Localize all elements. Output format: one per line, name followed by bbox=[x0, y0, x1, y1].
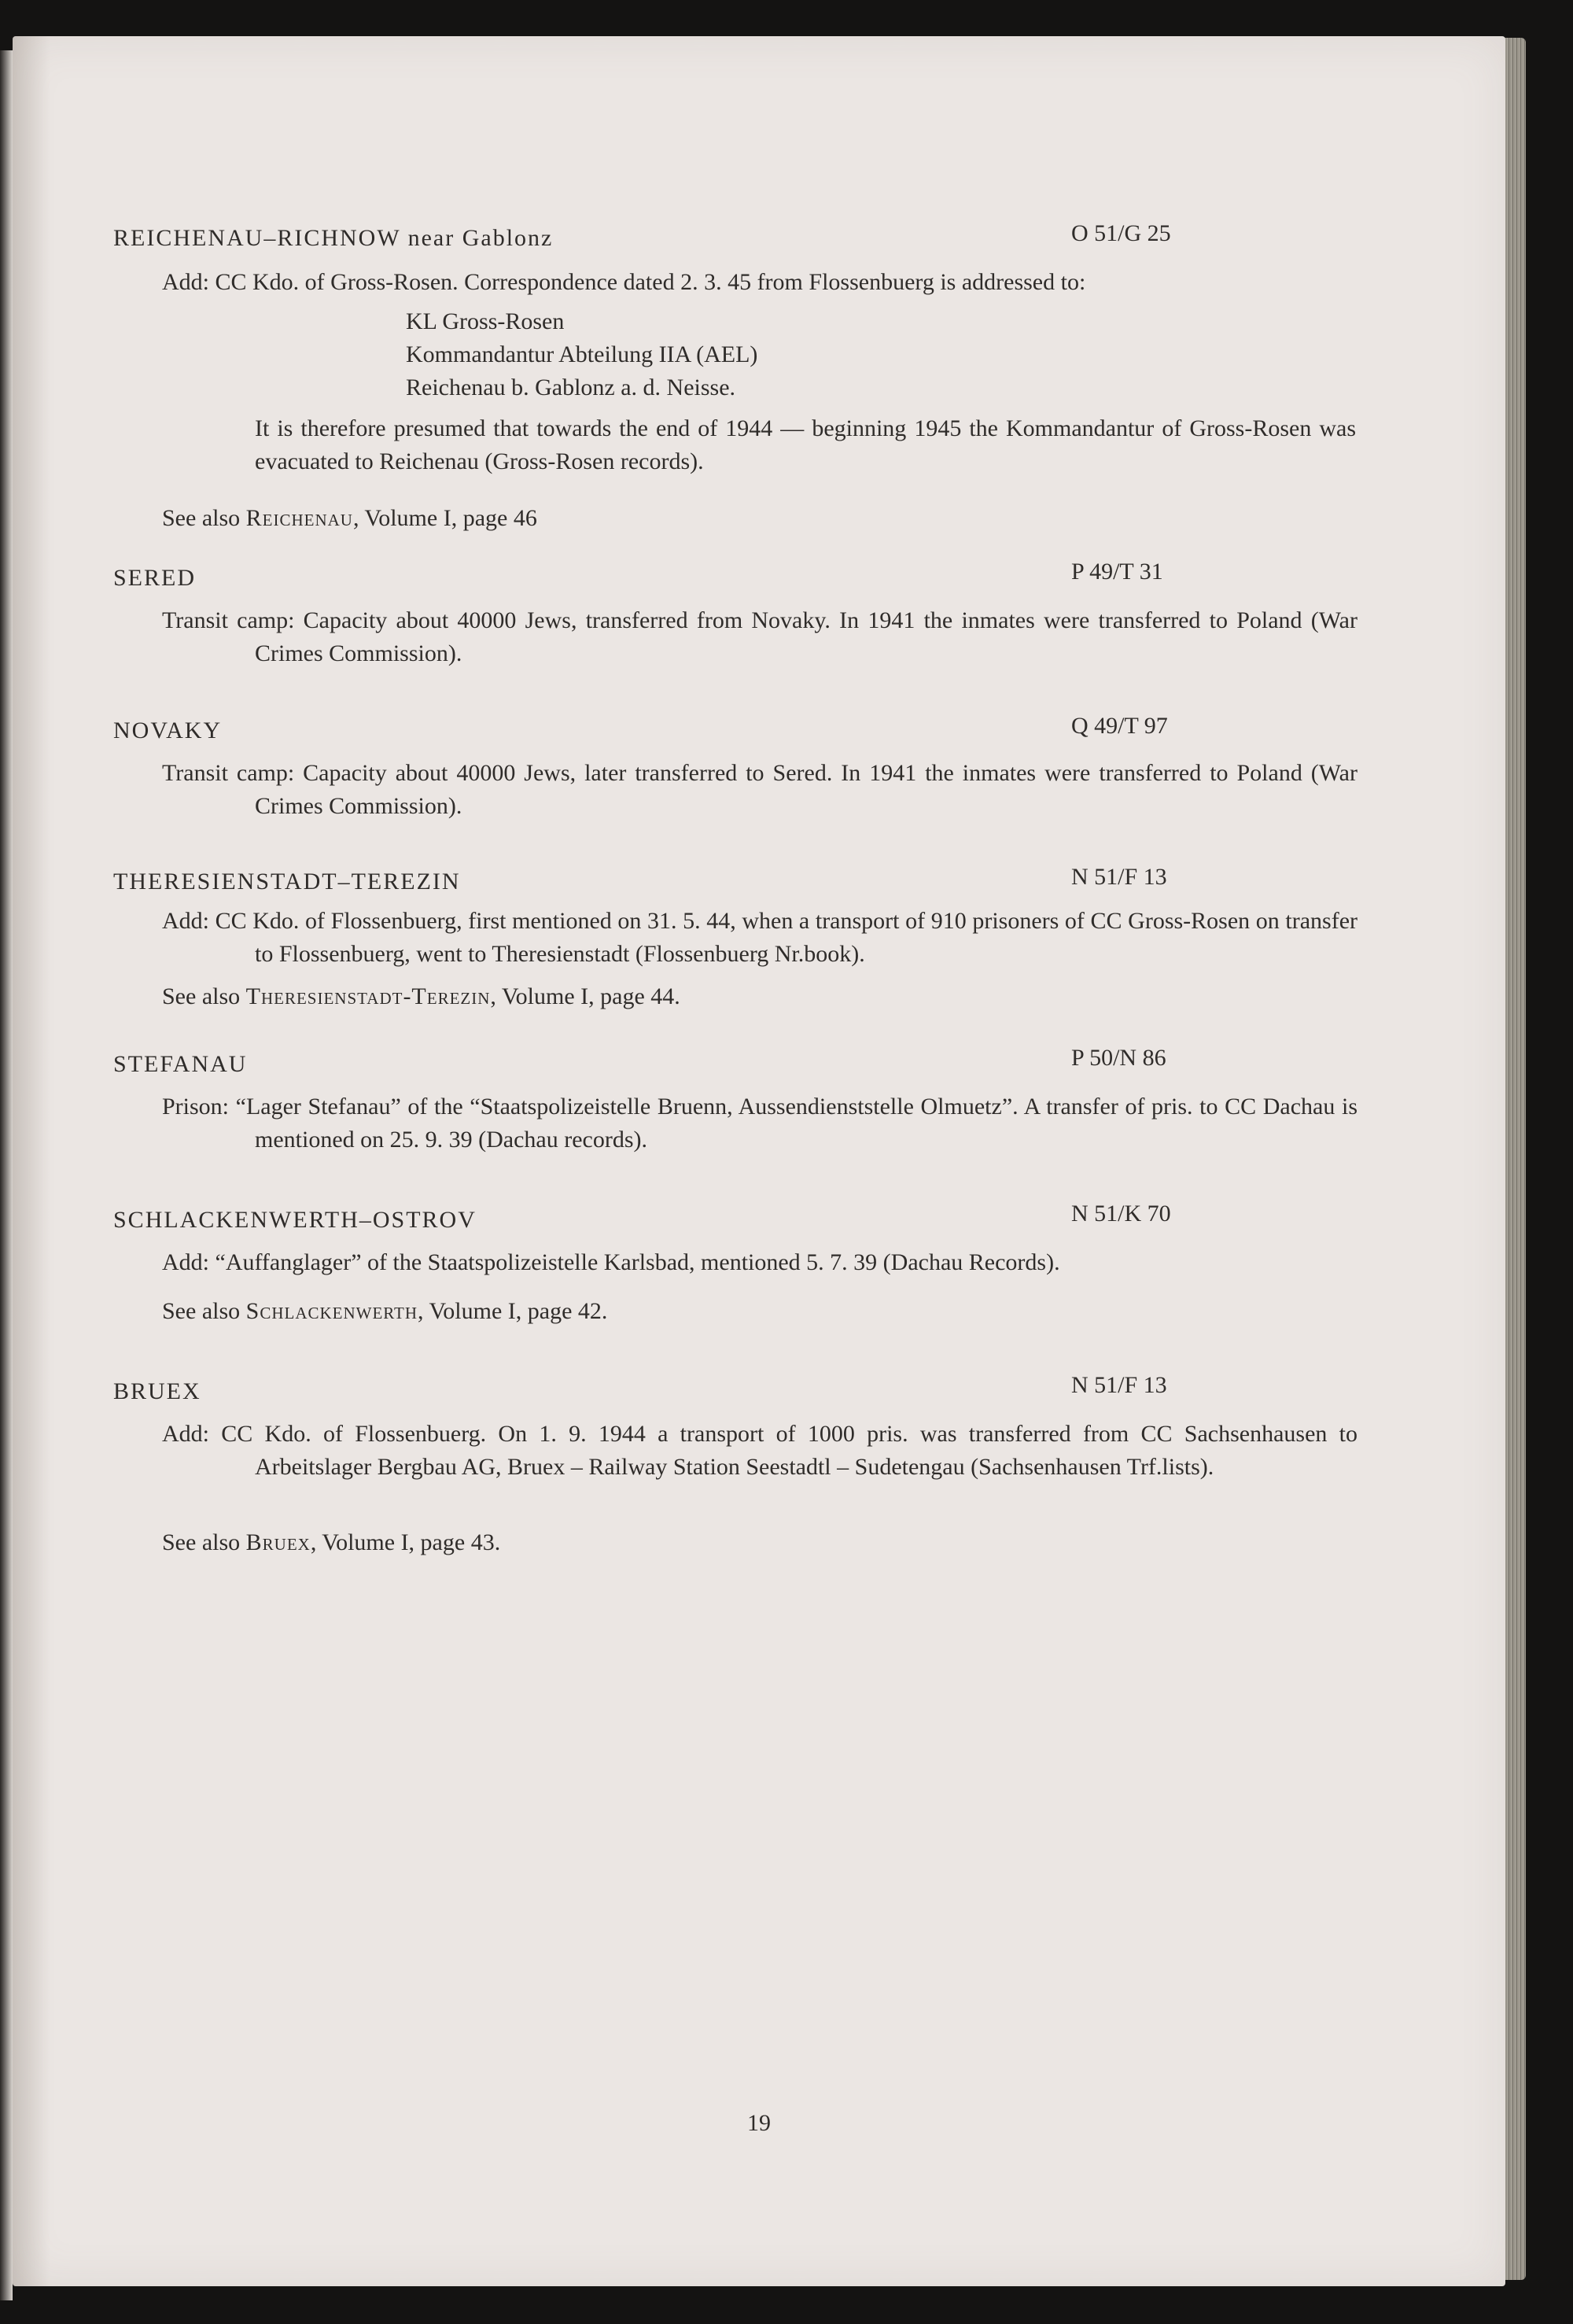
entry-heading: BRUEX bbox=[113, 1378, 201, 1404]
page-gutter-shadow bbox=[13, 36, 50, 2286]
address-line: Kommandantur Abteilung IIA (AEL) bbox=[406, 341, 758, 367]
entry-heading: THERESIENSTADT–TEREZIN bbox=[113, 869, 461, 895]
entry-coordinates: N 51/F 13 bbox=[1071, 1372, 1167, 1398]
entry-heading: STEFANAU bbox=[113, 1051, 248, 1077]
address-line: KL Gross-Rosen bbox=[406, 308, 565, 334]
entry-coordinates: Q 49/T 97 bbox=[1071, 713, 1168, 739]
entry-coordinates: P 50/N 86 bbox=[1071, 1045, 1166, 1071]
page-number: 19 bbox=[747, 2110, 771, 2136]
entry-coordinates: P 49/T 31 bbox=[1071, 559, 1163, 585]
entry-heading: NOVAKY bbox=[113, 717, 223, 743]
entry-text: Transit camp: Capacity about 40000 Jews, later transferred to Sered. In 1941 the inmates were transferred to Poland (War Crimes Commission). bbox=[162, 760, 1357, 819]
entry-text-continued: It is therefore presumed that towards the end of 1944 — beginning 1945 the Kommandantur of Gross-Rosen was evacuated to Reichenau (Gross-Rosen records). bbox=[255, 415, 1356, 474]
address-block bbox=[406, 305, 757, 404]
adjacent-page-edge bbox=[0, 50, 13, 2300]
entry-text: Add: CC Kdo. of Flossenbuerg, first mentioned on 31. 5. 44, when a transport of 910 prisoners of CC Gross-Rosen on transfer to Flossenbuerg, went to Theresienstadt (Flossenbuerg Nr.book). bbox=[162, 908, 1357, 967]
entry-text: Transit camp: Capacity about 40000 Jews, transferred from Novaky. In 1941 the inmates were transferred to Poland (War Crimes Commission). bbox=[162, 607, 1357, 666]
see-also: See also Theresienstadt-Terezin, Volume I, page 44. bbox=[162, 983, 680, 1009]
entry-heading: SERED bbox=[113, 565, 197, 591]
see-also: See also Schlackenwerth, Volume I, page 42. bbox=[162, 1298, 608, 1324]
entry-text: Prison: “Lager Stefanau” of the “Staatspolizeistelle Bruenn, Aussendienststelle Olmuetz”. A transfer of pris. to CC Dachau is mentioned on 25. 9. 39 (Dachau records). bbox=[162, 1094, 1357, 1153]
entry-heading: SCHLACKENWERTH–OSTROV bbox=[113, 1207, 477, 1233]
entry-coordinates: N 51/F 13 bbox=[1071, 864, 1167, 890]
entry-text: Add: CC Kdo. of Flossenbuerg. On 1. 9. 1944 a transport of 1000 pris. was transferred from CC Sachsenhausen to Arbeitslager Bergbau AG, Bruex – Railway Station Seestadtl – Sudetengau (Sachsenhausen Trf.lists). bbox=[162, 1421, 1357, 1480]
entry-text: Add: “Auffanglager” of the Staatspolizeistelle Karlsbad, mentioned 5. 7. 39 (Dachau Records). bbox=[162, 1249, 1060, 1275]
address-line: Reichenau b. Gablonz a. d. Neisse. bbox=[406, 374, 736, 400]
see-also: See also Bruex, Volume I, page 43. bbox=[162, 1529, 501, 1555]
entry-heading: REICHENAU–RICHNOW near Gablonz bbox=[113, 225, 554, 251]
entry-coordinates: N 51/K 70 bbox=[1071, 1201, 1171, 1227]
entry-text: Add: CC Kdo. of Gross-Rosen. Correspondence dated 2. 3. 45 from Flossenbuerg is addressed to: bbox=[162, 269, 1086, 295]
see-also: See also Reichenau, Volume I, page 46 bbox=[162, 505, 537, 531]
document-page bbox=[13, 36, 1505, 2286]
entry-coordinates: O 51/G 25 bbox=[1071, 220, 1171, 246]
